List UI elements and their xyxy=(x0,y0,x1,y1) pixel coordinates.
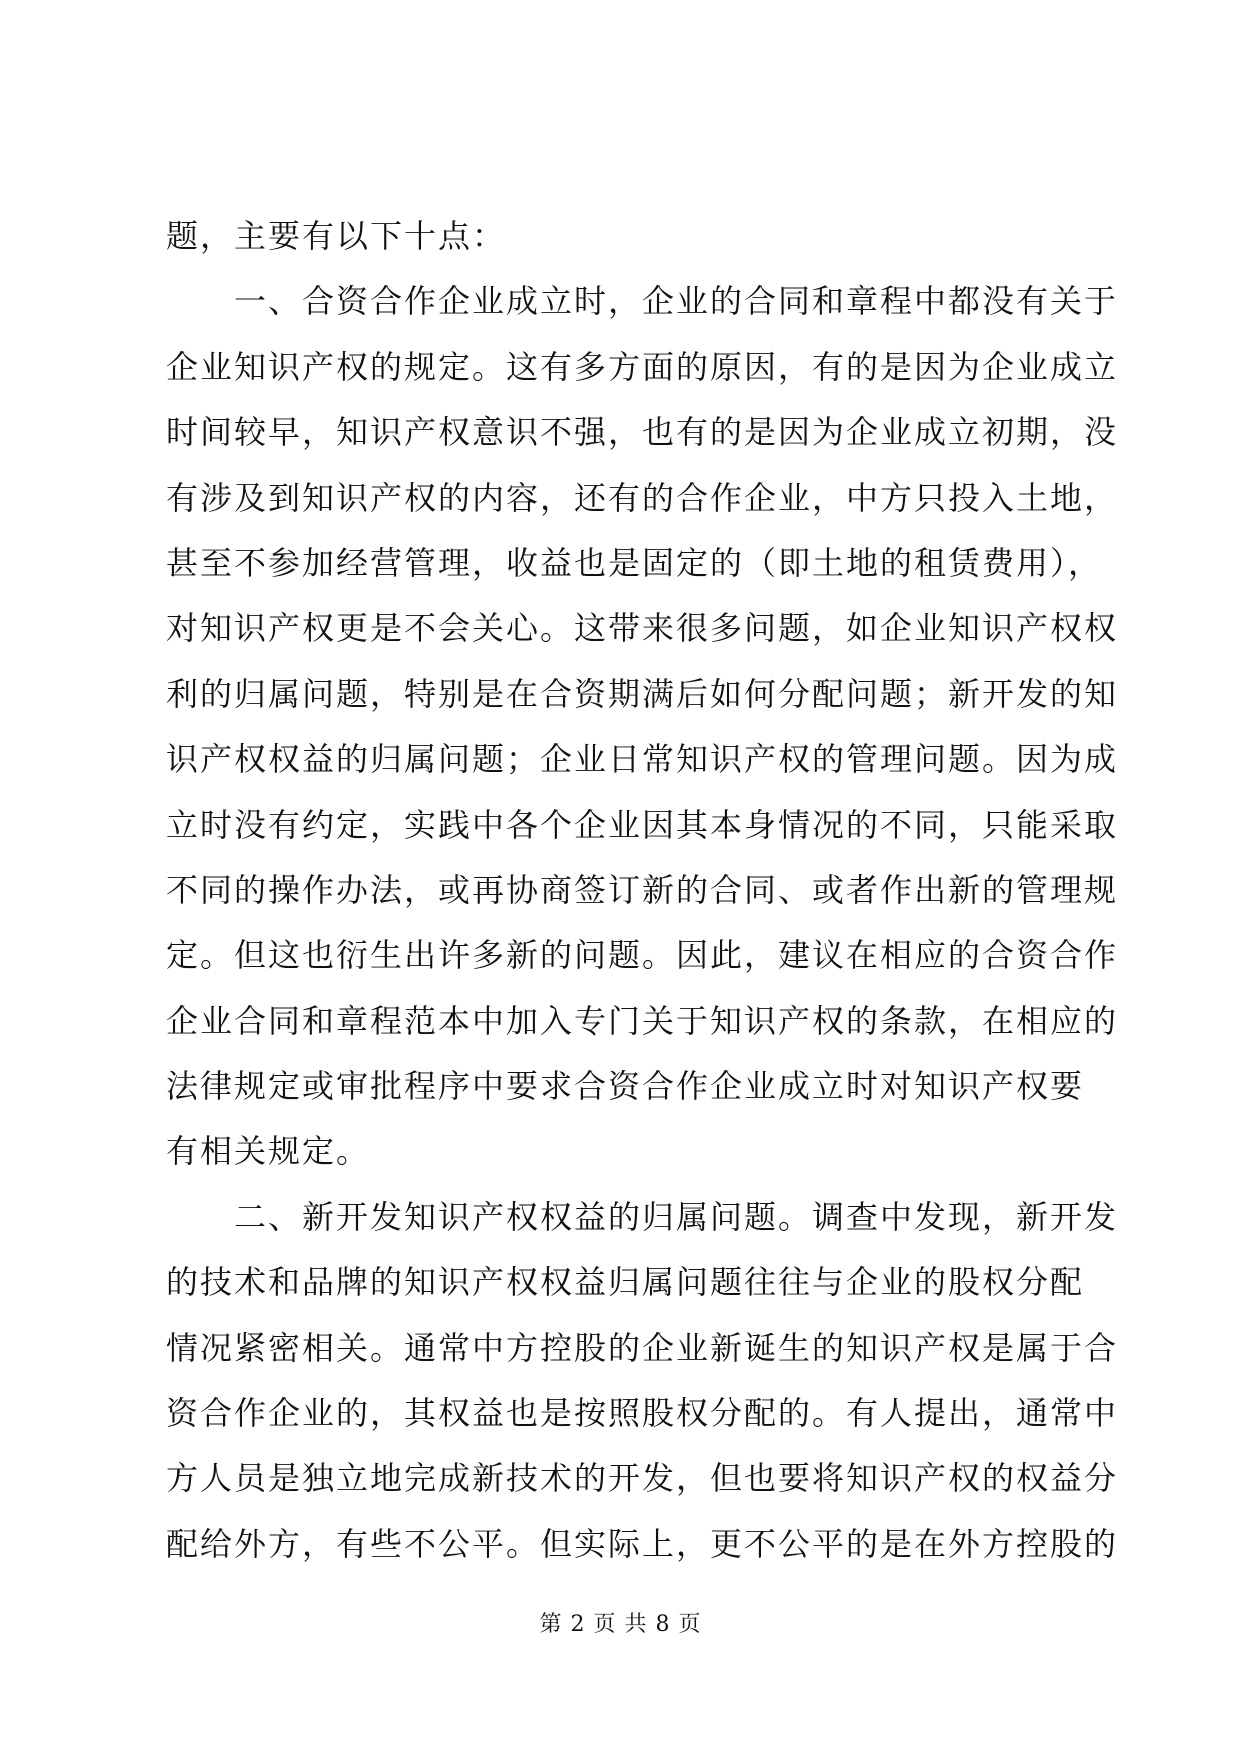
text-line: 二、新开发知识产权权益的归属问题。调查中发现，新开发 xyxy=(234,1197,1119,1236)
text-line: 题，主要有以下十点： xyxy=(166,217,507,255)
text-line: 立时没有约定，实践中各个企业因其本身情况的不同，只能采取 xyxy=(166,805,1119,844)
text-line: 情况紧密相关。通常中方控股的企业新诞生的知识产权是属于合 xyxy=(166,1328,1119,1367)
text-line: 一、合资合作企业成立时，企业的合同和章程中都没有关于 xyxy=(234,282,1119,321)
text-line: 时间较早，知识产权意识不强，也有的是因为企业成立初期，没 xyxy=(166,413,1119,452)
text-line: 的技术和品牌的知识产权权益归属问题往往与企业的股权分配 xyxy=(166,1263,1085,1302)
text-line: 利的归属问题，特别是在合资期满后如何分配问题；新开发的知 xyxy=(166,674,1119,713)
text-line: 企业知识产权的规定。这有多方面的原因，有的是因为企业成立 xyxy=(166,347,1119,386)
text-line: 配给外方，有些不公平。但实际上，更不公平的是在外方控股的 xyxy=(166,1524,1119,1563)
text-line: 对知识产权更是不会关心。这带来很多问题，如企业知识产权权 xyxy=(166,609,1119,648)
text-line: 定。但这也衍生出许多新的问题。因此，建议在相应的合资合作 xyxy=(166,936,1119,975)
text-line: 方人员是独立地完成新技术的开发，但也要将知识产权的权益分 xyxy=(166,1459,1119,1498)
text-line: 法律规定或审批程序中要求合资合作企业成立时对知识产权要 xyxy=(166,1067,1085,1106)
text-line: 有涉及到知识产权的内容，还有的合作企业，中方只投入土地， xyxy=(166,478,1119,517)
text-line: 不同的操作办法，或再协商签订新的合同、或者作出新的管理规 xyxy=(166,870,1119,909)
text-line: 识产权权益的归属问题；企业日常知识产权的管理问题。因为成 xyxy=(166,740,1119,779)
text-line: 资合作企业的，其权益也是按照股权分配的。有人提出，通常中 xyxy=(166,1394,1119,1433)
body-text xyxy=(166,204,1119,1577)
page-number-footer: 第 2 页 共 8 页 xyxy=(539,1612,702,1637)
text-line: 企业合同和章程范本中加入专门关于知识产权的条款，在相应的 xyxy=(166,1001,1119,1040)
text-line: 有相关规定。 xyxy=(166,1132,371,1171)
text-line: 甚至不参加经营管理，收益也是固定的（即土地的租赁费用）， xyxy=(166,543,1103,582)
